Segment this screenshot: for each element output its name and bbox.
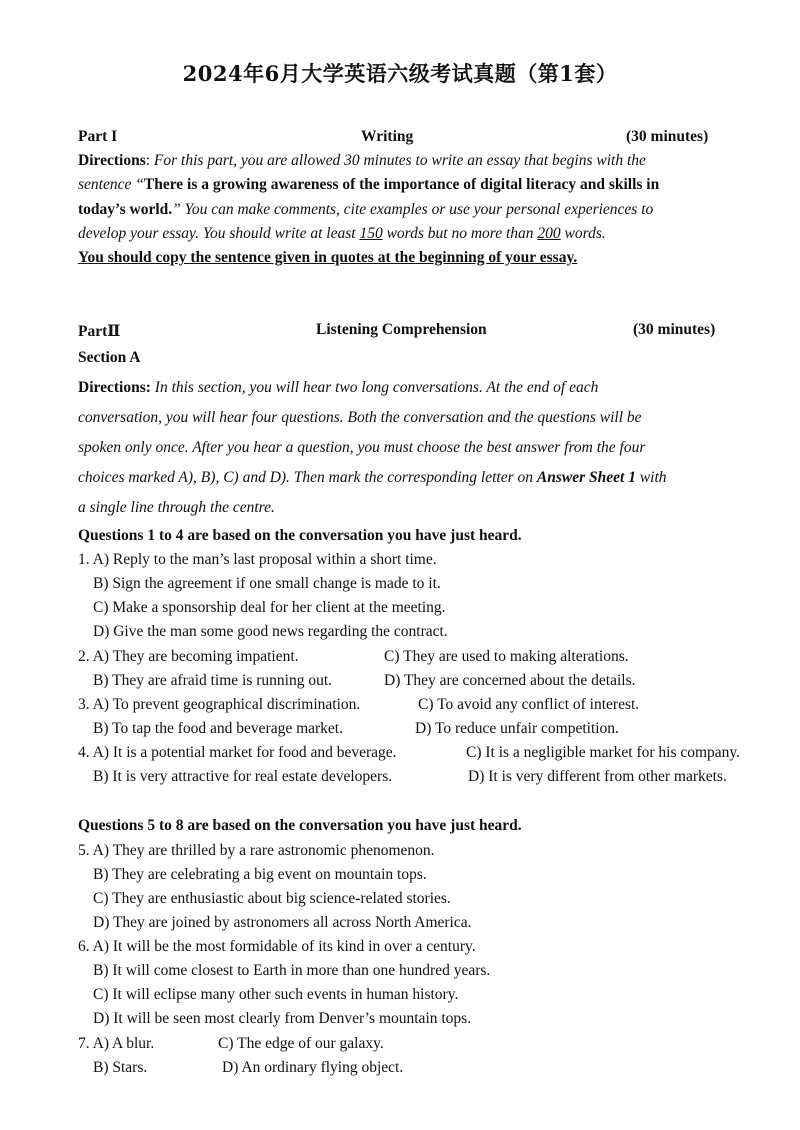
directions-colon: : <box>145 152 154 169</box>
directions-label: Directions: <box>78 379 151 396</box>
copy-instruction: You should copy the sentence given in quotes at the beginning of your essay. <box>78 249 578 266</box>
q7-option-d: D) An ordinary flying object. <box>222 1059 404 1076</box>
q2-option-c: C) They are used to making alterations. <box>384 648 629 665</box>
directions-text: words but no more than <box>382 225 538 242</box>
part2-directions-line3: spoken only once. After you hear a question, you must choose the best answer from the four <box>78 439 646 456</box>
part1-time: (30 minutes) <box>626 128 709 145</box>
q6-option-a: 6. A) It will be the most formidable of its kind in over a century. <box>78 938 476 955</box>
max-words: 200 <box>537 225 561 242</box>
q1-option-b: B) Sign the agreement if one small change is made to it. <box>93 575 441 592</box>
part2-directions-line5: a single line through the centre. <box>78 499 275 516</box>
q2-option-d: D) They are concerned about the details. <box>384 672 636 689</box>
q6-option-b: B) It will come closest to Earth in more than one hundred years. <box>93 962 491 979</box>
q3-option-d: D) To reduce unfair competition. <box>415 720 619 737</box>
directions-text: ” You can make comments, cite examples or use your personal experiences to <box>172 201 654 218</box>
part2-name: Listening Comprehension <box>316 321 487 338</box>
q3-option-c: C) To avoid any conflict of interest. <box>418 696 640 713</box>
q5-option-c: C) They are enthusiastic about big science-related stories. <box>93 890 451 907</box>
answer-sheet-ref: Answer Sheet 1 <box>536 469 636 486</box>
part1-directions-line3 <box>78 201 653 219</box>
part1-directions-line4 <box>78 225 606 243</box>
q4-option-b: B) It is very attractive for real estate developers. <box>93 768 393 785</box>
q6-option-d: D) It will be seen most clearly from Denver’s mountain tops. <box>93 1010 472 1027</box>
q2-option-b: B) They are afraid time is running out. <box>93 672 333 689</box>
directions-label: Directions <box>78 152 146 169</box>
part2-time: (30 minutes) <box>633 321 716 338</box>
part2-directions-line4 <box>78 469 667 487</box>
q4-option-a: 4. A) It is a potential market for food and beverage. <box>78 744 397 761</box>
q6-option-c: C) It will eclipse many other such events in human history. <box>93 986 459 1003</box>
q3-option-b: B) To tap the food and beverage market. <box>93 720 343 737</box>
directions-text: sentence “ <box>78 176 144 193</box>
q1-option-d: D) Give the man some good news regarding the contract. <box>93 623 448 640</box>
directions-text: In this section, you will hear two long conversations. At the end of each <box>154 379 599 396</box>
directions-text: words. <box>560 225 606 242</box>
directions-text: For this part, you are allowed 30 minutes to write an essay that begins with the <box>153 152 646 169</box>
q1-option-a: 1. A) Reply to the man’s last proposal within a short time. <box>78 551 437 568</box>
directions-text: develop your essay. You should write at least <box>78 225 360 242</box>
section-a-label: Section A <box>78 349 141 366</box>
directions-text: choices marked A), B), C) and D). Then mark the corresponding letter on <box>78 469 537 486</box>
q5-option-a: 5. A) They are thrilled by a rare astronomic phenomenon. <box>78 842 435 859</box>
q4-option-c: C) It is a negligible market for his company. <box>466 744 741 761</box>
q3-option-a: 3. A) To prevent geographical discrimination. <box>78 696 361 713</box>
part1-label: Part I <box>78 128 118 145</box>
part2-directions-line1 <box>78 379 598 397</box>
part1-directions-line2 <box>78 176 659 194</box>
q2-option-a: 2. A) They are becoming impatient. <box>78 648 299 665</box>
part2-directions-line2: conversation, you will hear four questions. Both the conversation and the questions will be <box>78 409 642 426</box>
q5-option-d: D) They are joined by astronomers all across North America. <box>93 914 472 931</box>
essay-prompt: There is a growing awareness of the importance of digital literacy and skills in <box>143 176 660 193</box>
part1-directions-line1 <box>78 152 646 170</box>
part1-name: Writing <box>361 128 414 145</box>
page-title: 2024年6月大学英语六级考试真题（第1套） <box>182 61 618 86</box>
q5-option-b: B) They are celebrating a big event on mountain tops. <box>93 866 427 883</box>
q7-option-c: C) The edge of our galaxy. <box>218 1035 384 1052</box>
min-words: 150 <box>359 225 383 242</box>
q4-option-d: D) It is very different from other markets. <box>468 768 727 785</box>
directions-text: with <box>635 469 667 486</box>
q1-option-c: C) Make a sponsorship deal for her client at the meeting. <box>93 599 446 616</box>
q7-option-a: 7. A) A blur. <box>78 1035 155 1052</box>
part2-label: PartⅡ <box>78 323 121 340</box>
q7-option-b: B) Stars. <box>93 1059 148 1076</box>
group2-heading: Questions 5 to 8 are based on the conversation you have just heard. <box>78 817 522 834</box>
group1-heading: Questions 1 to 4 are based on the conversation you have just heard. <box>78 527 522 544</box>
essay-prompt: today’s world. <box>78 201 173 218</box>
